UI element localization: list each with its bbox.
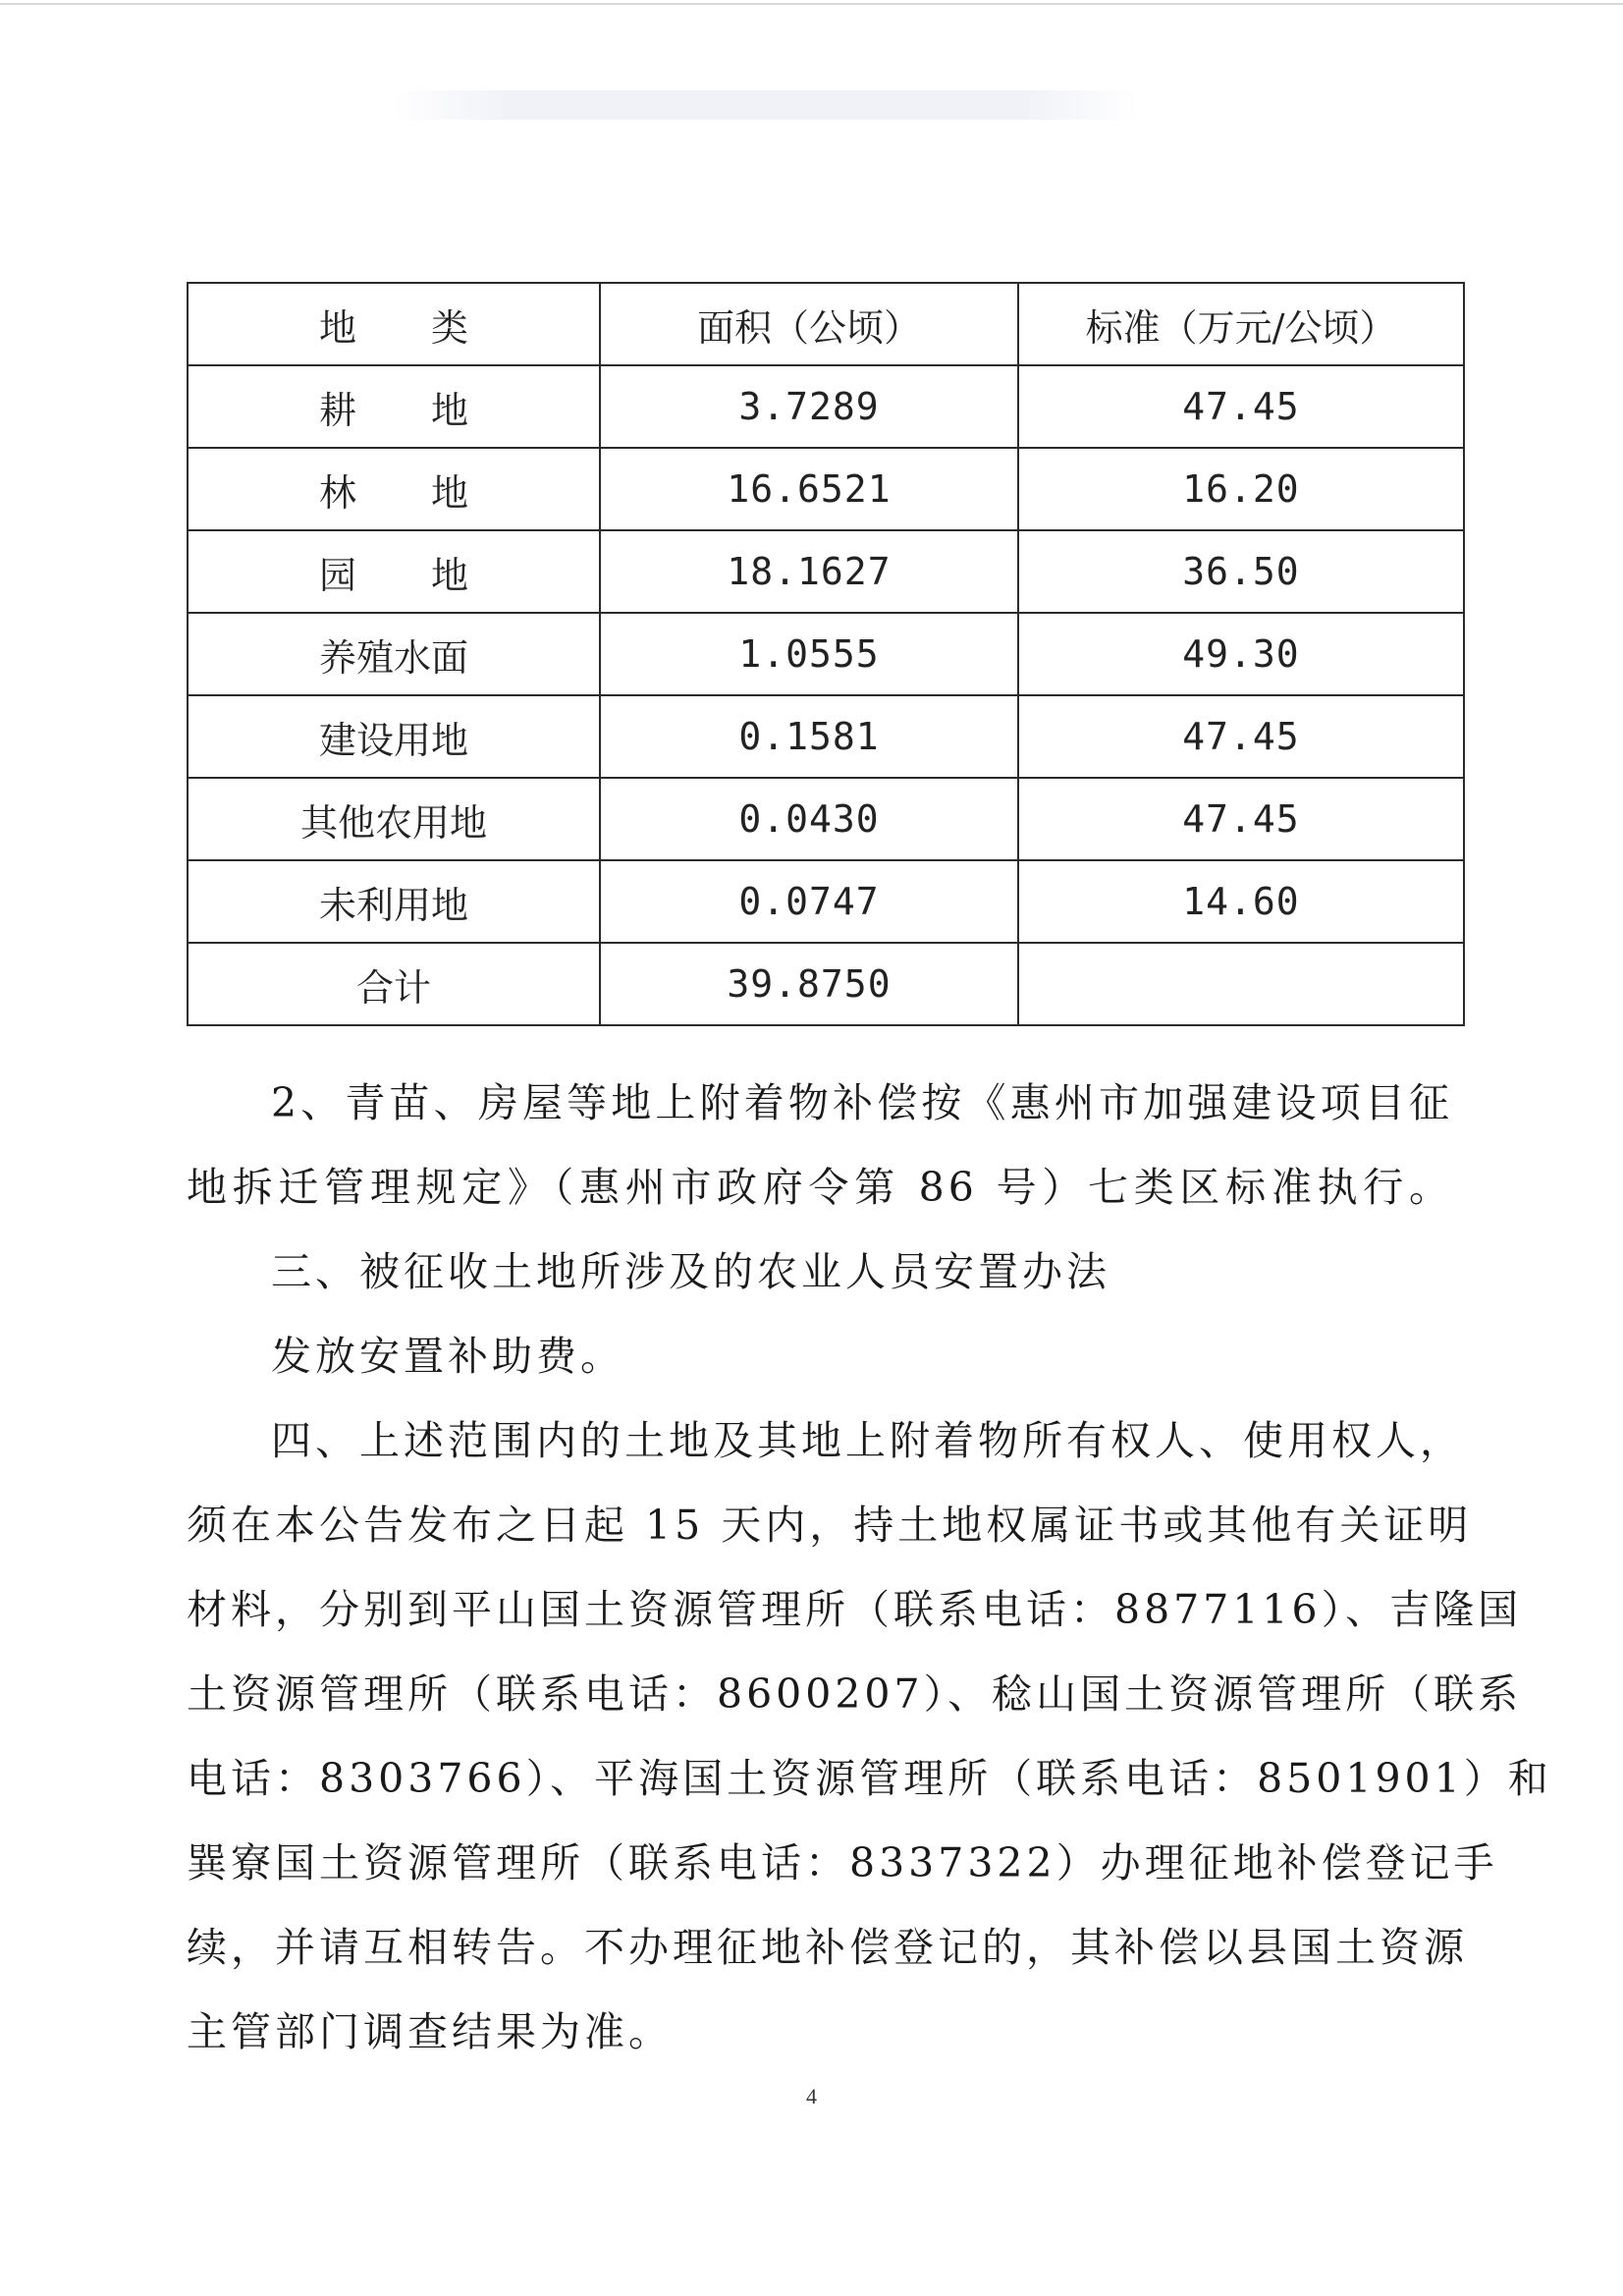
cell-total-standard bbox=[1018, 943, 1464, 1025]
section-4-line-3: 材料，分别到平山国土资源管理所（联系电话：8877116）、吉隆国 bbox=[187, 1586, 1523, 1633]
cell-total-label: 合计 bbox=[188, 943, 600, 1025]
section-4-line-1: 四、上述范围内的土地及其地上附着物所有权人、使用权人， bbox=[271, 1417, 1464, 1464]
table-header-row bbox=[188, 283, 1464, 365]
table-row bbox=[188, 365, 1464, 448]
section-4-line-7: 续，并请互相转告。不办理征地补偿登记的，其补偿以县国土资源 bbox=[187, 1924, 1468, 1971]
cell-area: 3.7289 bbox=[600, 365, 1018, 448]
table-row bbox=[188, 613, 1464, 695]
cell-standard: 47.45 bbox=[1018, 365, 1464, 448]
cell-standard: 16.20 bbox=[1018, 448, 1464, 530]
header-area: 面积（公顷） bbox=[600, 283, 1018, 365]
section-3-title: 三、被征收土地所涉及的农业人员安置办法 bbox=[271, 1248, 1110, 1295]
table-row bbox=[188, 448, 1464, 530]
cell-standard: 47.45 bbox=[1018, 778, 1464, 860]
cell-standard: 49.30 bbox=[1018, 613, 1464, 695]
cell-land-type: 其他农用地 bbox=[188, 778, 600, 860]
table-total-row bbox=[188, 943, 1464, 1025]
section-4-line-4: 土资源管理所（联系电话：8600207）、稔山国土资源管理所（联系 bbox=[187, 1670, 1523, 1718]
scan-edge-line bbox=[0, 3, 1623, 5]
table-row bbox=[188, 778, 1464, 860]
cell-area: 0.1581 bbox=[600, 695, 1018, 778]
cell-area: 18.1627 bbox=[600, 530, 1018, 613]
cell-land-type: 建设用地 bbox=[188, 695, 600, 778]
cell-area: 0.0430 bbox=[600, 778, 1018, 860]
cell-total-area: 39.8750 bbox=[600, 943, 1018, 1025]
section-4-line-5: 电话：8303766）、平海国土资源管理所（联系电话：8501901）和 bbox=[187, 1755, 1552, 1802]
faint-bleed-through-header bbox=[393, 90, 1139, 120]
cell-standard: 14.60 bbox=[1018, 860, 1464, 943]
paragraph-2-line-2: 地拆迁管理规定》（惠州市政府令第 86 号）七类区标准执行。 bbox=[187, 1164, 1453, 1211]
cell-land-type: 林 地 bbox=[188, 448, 600, 530]
cell-land-type: 园 地 bbox=[188, 530, 600, 613]
section-3-body: 发放安置补助费。 bbox=[271, 1333, 624, 1380]
cell-standard: 47.45 bbox=[1018, 695, 1464, 778]
cell-area: 16.6521 bbox=[600, 448, 1018, 530]
page-number: 4 bbox=[806, 2084, 817, 2108]
cell-area: 1.0555 bbox=[600, 613, 1018, 695]
header-standard: 标准（万元/公顷） bbox=[1018, 283, 1464, 365]
cell-standard: 36.50 bbox=[1018, 530, 1464, 613]
cell-area: 0.0747 bbox=[600, 860, 1018, 943]
header-land-type: 地 类 bbox=[188, 283, 600, 365]
section-4-line-6: 巽寮国土资源管理所（联系电话：8337322）办理征地补偿登记手 bbox=[187, 1839, 1498, 1886]
table-row bbox=[188, 530, 1464, 613]
section-4-line-2: 须在本公告发布之日起 15 天内，持土地权属证书或其他有关证明 bbox=[187, 1502, 1473, 1549]
paragraph-2-line-1: 2、青苗、房屋等地上附着物补偿按《惠州市加强建设项目征 bbox=[271, 1079, 1453, 1126]
cell-land-type: 养殖水面 bbox=[188, 613, 600, 695]
section-4-line-8: 主管部门调查结果为准。 bbox=[187, 2008, 673, 2055]
cell-land-type: 未利用地 bbox=[188, 860, 600, 943]
table-row bbox=[188, 860, 1464, 943]
table-row bbox=[188, 695, 1464, 778]
land-compensation-table bbox=[187, 282, 1465, 1026]
cell-land-type: 耕 地 bbox=[188, 365, 600, 448]
